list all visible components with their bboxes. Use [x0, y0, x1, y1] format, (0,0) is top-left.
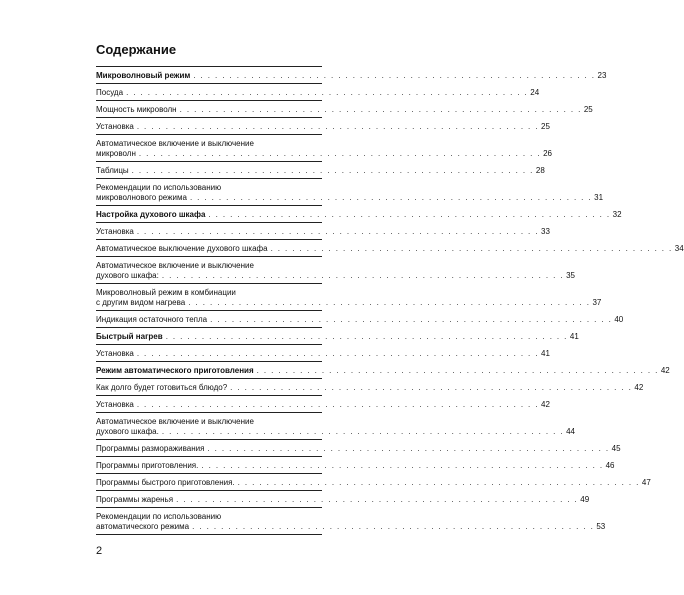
dot-leader: . . . . . . . . . . . . . . . . . . . . . . . . . . . . . . . . . . . . . . . . . . . . . . . . . . . . . . . .	[208, 210, 611, 219]
toc-entry-line	[96, 149, 553, 159]
toc-entry-title: Микроволновый режим в комбинации	[96, 288, 236, 297]
toc-entry-line	[96, 444, 621, 454]
toc-entry-title: Настройка духового шкафа	[96, 210, 206, 219]
toc-entry-page: 24	[530, 88, 540, 97]
dot-leader: . . . . . . . . . . . . . . . . . . . . . . . . . . . . . . . . . . . . . . . . . . . . . . . . . . . . . . . .	[136, 349, 539, 358]
dot-leader: . . . . . . . . . . . . . . . . . . . . . . . . . . . . . . . . . . . . . . . . . . . . . . . . . . . . . . . .	[210, 315, 613, 324]
toc-entry[interactable]	[96, 206, 622, 223]
toc-entry-page: 37	[592, 298, 602, 307]
toc-entry-page: 31	[594, 193, 604, 202]
toc-entry-title: Автоматическое включение и выключение	[96, 417, 254, 426]
dot-leader: . . . . . . . . . . . . . . . . . . . . . . . . . . . . . . . . . . . . . . . . . . . . . . . . . . . . . . . .	[131, 166, 534, 175]
toc-entry-title: Программы жаренья	[96, 495, 174, 504]
toc-entry-title: Рекомендации по использованию	[96, 512, 222, 521]
dot-leader: . . . . . . . . . . . . . . . . . . . . . . . . . . . . . . . . . . . . . . . . . . . . . . . . . . . . . . . .	[176, 495, 579, 504]
toc-entry-line	[96, 478, 651, 488]
toc-entry-line	[96, 383, 644, 393]
toc-entry-page: 42	[634, 383, 644, 392]
dot-leader: . . . . . . . . . . . . . . . . . . . . . . . . . . . . . . . . . . . . . . . . . . . . . . . . . . . . . . . .	[161, 271, 564, 280]
toc-entry[interactable]	[96, 311, 624, 328]
toc-entry-page: 32	[612, 210, 622, 219]
toc-entry-line	[96, 298, 602, 308]
toc-entry-line	[96, 166, 545, 176]
toc-entry-line	[96, 183, 322, 193]
toc-entry[interactable]	[96, 101, 593, 118]
dot-leader: . . . . . . . . . . . . . . . . . . . . . . . . . . . . . . . . . . . . . . . . . . . . . . . . . . . . . . . .	[136, 122, 539, 131]
toc-entry-title: Мощность микроволн	[96, 105, 177, 114]
toc-entry[interactable]	[96, 223, 550, 240]
toc-entry-title: Установка	[96, 400, 134, 409]
toc-entry-line	[96, 193, 604, 203]
toc-entry-line	[96, 349, 550, 359]
toc-entry[interactable]	[96, 379, 644, 396]
toc-entry-title: Установка	[96, 122, 134, 131]
toc-entry-page: 35	[566, 271, 575, 280]
toc-entry-title: Автоматическое включение и выключение	[96, 261, 254, 270]
dot-leader: . . . . . . . . . . . . . . . . . . . . . . . . . . . . . . . . . . . . . . . . . . . . . . . . . . . . . . . .	[189, 193, 593, 202]
toc-entry-title: Микроволновый режим	[96, 71, 191, 80]
toc-entry-line	[96, 400, 550, 410]
toc-entry-title: Автоматическое включение и выключение	[96, 139, 254, 148]
toc-entry-title: Быстрый нагрев	[96, 332, 163, 341]
toc-entry[interactable]	[96, 135, 553, 162]
toc-entry-line	[96, 105, 593, 115]
toc-entry-page: 23	[597, 71, 607, 80]
toc-entry[interactable]	[96, 179, 604, 206]
toc-entry-page: 46	[605, 461, 615, 470]
toc-entry-page: 42	[541, 400, 550, 409]
toc-entry-page: 47	[641, 478, 651, 487]
toc-entry-line	[96, 244, 684, 254]
toc-entry[interactable]	[96, 440, 621, 457]
toc-entry-line	[96, 366, 670, 376]
toc-entry-page: 44	[566, 427, 575, 436]
toc-entry[interactable]	[96, 508, 606, 535]
toc-entry-line	[96, 227, 550, 237]
toc-entry-title: Программы быстрого приготовления.	[96, 478, 235, 487]
table-of-contents	[96, 66, 684, 535]
toc-entry[interactable]	[96, 345, 550, 362]
toc-entry-line	[96, 88, 540, 98]
toc-entry-line	[96, 315, 624, 325]
dot-leader: . . . . . . . . . . . . . . . . . . . . . . . . . . . . . . . . . . . . . . . . . . . . . . . . . . . . . . . .	[126, 88, 529, 97]
dot-leader: . . . . . . . . . . . . . . . . . . . . . . . . . . . . . . . . . . . . . . . . . . . . . . . . . . . . . . . .	[270, 244, 673, 253]
toc-entry[interactable]	[96, 240, 684, 257]
dot-leader: . . . . . . . . . . . . . . . . . . . . . . . . . . . . . . . . . . . . . . . . . . . . . . . . . . . . . . . .	[192, 522, 595, 531]
toc-entry-title: автоматического режима	[96, 522, 190, 531]
toc-entry[interactable]	[96, 284, 602, 311]
toc-entry-line	[96, 522, 606, 532]
toc-entry[interactable]	[96, 257, 575, 284]
toc-entry-page: 25	[541, 122, 550, 131]
dot-leader: . . . . . . . . . . . . . . . . . . . . . . . . . . . . . . . . . . . . . . . . . . . . . . . . . . . . . . . .	[165, 332, 568, 341]
toc-entry[interactable]	[96, 396, 550, 413]
toc-entry-title: Установка	[96, 349, 134, 358]
dot-leader: . . . . . . . . . . . . . . . . . . . . . . . . . . . . . . . . . . . . . . . . . . . . . . . . . . . . . . . .	[256, 366, 659, 375]
toc-entry-page: 49	[580, 495, 590, 504]
toc-entry-page: 34	[674, 244, 684, 253]
toc-entry-title: микроволн	[96, 149, 136, 158]
page-title: Содержание	[96, 42, 177, 57]
toc-entry[interactable]	[96, 491, 590, 508]
toc-entry-line	[96, 71, 607, 81]
dot-leader: . . . . . . . . . . . . . . . . . . . . . . . . . . . . . . . . . . . . . . . . . . . . . . . . . . . . . . . .	[136, 227, 539, 236]
toc-entry-line	[96, 288, 322, 298]
toc-entry-page: 33	[541, 227, 550, 236]
toc-entry[interactable]	[96, 84, 540, 101]
dot-leader: . . . . . . . . . . . . . . . . . . . . . . . . . . . . . . . . . . . . . . . . . . . . . . . . . . . . . . . .	[207, 444, 610, 453]
toc-entry-title: микроволнового режима	[96, 193, 187, 202]
toc-entry-title: Автоматическое выключение духового шкафа	[96, 244, 268, 253]
toc-entry-page: 41	[569, 332, 579, 341]
toc-entry-line	[96, 495, 590, 505]
toc-entry-title: с другим видом нагрева	[96, 298, 186, 307]
dot-leader: . . . . . . . . . . . . . . . . . . . . . . . . . . . . . . . . . . . . . . . . . . . . . . . . . . . . . . . .	[193, 71, 596, 80]
dot-leader: . . . . . . . . . . . . . . . . . . . . . . . . . . . . . . . . . . . . . . . . . . . . . . . . . . . . . . . .	[179, 105, 582, 114]
toc-entry-title: Рекомендации по использованию	[96, 183, 222, 192]
toc-entry-line	[96, 139, 322, 149]
dot-leader: . . . . . . . . . . . . . . . . . . . . . . . . . . . . . . . . . . . . . . . . . . . . . . . . . . . . . . . .	[188, 298, 591, 307]
dot-leader: . . . . . . . . . . . . . . . . . . . . . . . . . . . . . . . . . . . . . . . . . . . . . . . . . . . . . . . .	[230, 383, 633, 392]
toc-entry-page: 42	[660, 366, 670, 375]
toc-entry[interactable]	[96, 162, 545, 179]
toc-entry-title: Программы размораживания	[96, 444, 205, 453]
dot-leader: . . . . . . . . . . . . . . . . . . . . . . . . . . . . . . . . . . . . . . . . . . . . . . . . . . . . . . . .	[136, 400, 539, 409]
toc-entry-title: духового шкафа.	[96, 427, 159, 436]
toc-entry-line	[96, 332, 579, 342]
toc-entry-title: Установка	[96, 227, 134, 236]
toc-entry-page: 28	[535, 166, 545, 175]
toc-entry-line	[96, 271, 575, 281]
toc-entry-title: духового шкафа:	[96, 271, 159, 280]
toc-entry-page: 25	[583, 105, 593, 114]
toc-entry-line	[96, 210, 622, 220]
toc-entry-title: Как долго будет готовиться блюдо?	[96, 383, 228, 392]
dot-leader: . . . . . . . . . . . . . . . . . . . . . . . . . . . . . . . . . . . . . . . . . . . . . . . . . . . . . . . .	[161, 427, 564, 436]
toc-entry-page: 53	[596, 522, 606, 531]
toc-entry[interactable]	[96, 413, 575, 440]
toc-entry[interactable]	[96, 67, 607, 84]
toc-entry[interactable]	[96, 328, 579, 345]
toc-entry[interactable]	[96, 362, 670, 379]
toc-entry-title: Посуда	[96, 88, 124, 97]
toc-entry-line	[96, 427, 575, 437]
toc-entry-line	[96, 261, 322, 271]
page-number: 2	[96, 545, 103, 557]
toc-entry-title: Индикация остаточного тепла	[96, 315, 208, 324]
toc-entry-title: Таблицы	[96, 166, 129, 175]
toc-entry-title: Режим автоматического приготовления	[96, 366, 254, 375]
toc-entry-page: 41	[541, 349, 550, 358]
toc-entry-line	[96, 512, 322, 522]
dot-leader: . . . . . . . . . . . . . . . . . . . . . . . . . . . . . . . . . . . . . . . . . . . . . . . . . . . . . . . .	[201, 461, 604, 470]
toc-entry-line	[96, 122, 550, 132]
toc-entry-page: 40	[614, 315, 624, 324]
dot-leader: . . . . . . . . . . . . . . . . . . . . . . . . . . . . . . . . . . . . . . . . . . . . . . . . . . . . . . . .	[237, 478, 640, 487]
toc-entry[interactable]	[96, 118, 550, 135]
dot-leader: . . . . . . . . . . . . . . . . . . . . . . . . . . . . . . . . . . . . . . . . . . . . . . . . . . . . . . . .	[138, 149, 542, 158]
toc-entry[interactable]	[96, 457, 615, 474]
toc-entry-page: 45	[611, 444, 621, 453]
toc-entry[interactable]	[96, 474, 651, 491]
toc-entry-line	[96, 461, 615, 471]
toc-entry-title: Программы приготовления.	[96, 461, 199, 470]
toc-entry-page: 26	[543, 149, 553, 158]
toc-entry-line	[96, 417, 322, 427]
